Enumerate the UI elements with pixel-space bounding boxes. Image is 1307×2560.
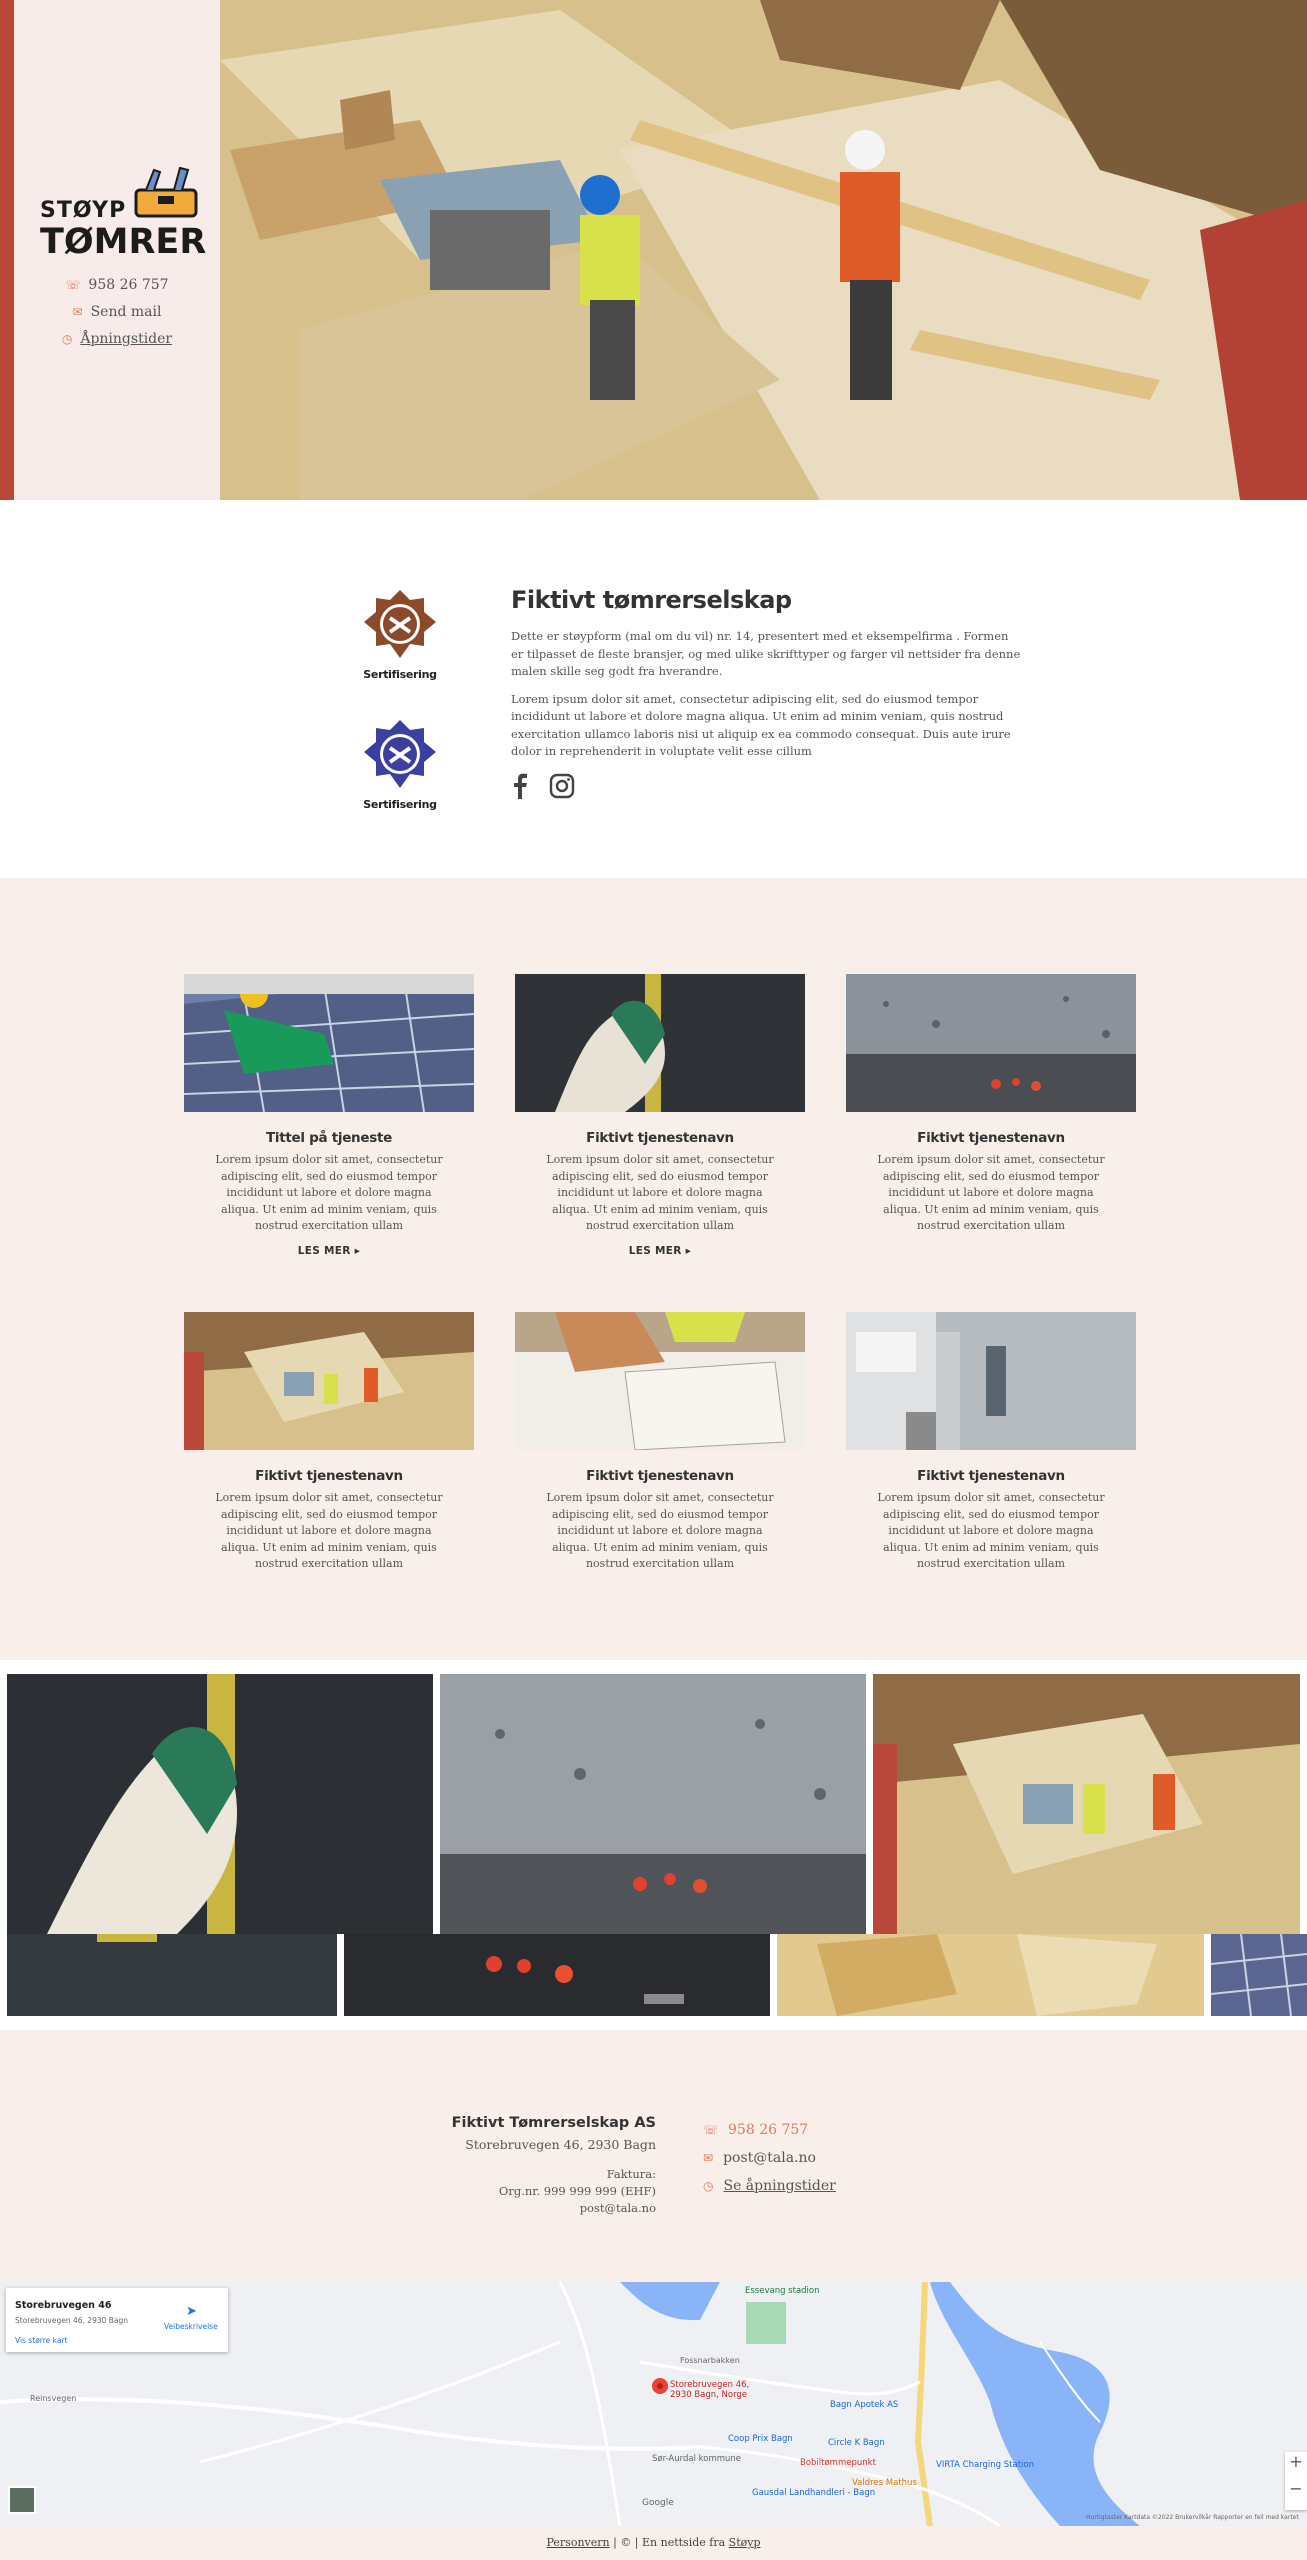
bottom-bar (0, 2526, 1307, 2560)
header-hours[interactable] (14, 326, 220, 353)
header-mail-text: Send mail (90, 304, 162, 320)
map-place-name: Storebruvegen 46 (15, 2300, 112, 2311)
map-road-fossnarbakken: Fossnarbakken (680, 2356, 740, 2365)
service-image-painter (846, 1312, 1136, 1450)
directions-icon[interactable]: ➤ (186, 2304, 197, 2319)
service-desc: Lorem ipsum dolor sit amet, consectetur adipiscing elit, sed do eiusmod tempor incididunt ut labore et dolore magna aliqua. Ut enim ad minim veniam, quis nostrud exercitation ullam (215, 1153, 443, 1232)
badge-label: Sertifisering (363, 668, 437, 681)
footer-hours-link[interactable]: Se åpningstider (723, 2178, 836, 2194)
brand-name-big: TØMRER (40, 222, 207, 262)
mail-icon: ✉ (72, 305, 83, 319)
gallery-image-traffic[interactable] (344, 1934, 770, 2016)
service-image-construction (184, 1312, 474, 1450)
certification-badge-icon (362, 718, 438, 792)
map-poi-bobil[interactable]: Bobiltømmepunkt (800, 2458, 876, 2468)
brand-name-small: STØYP (40, 198, 127, 223)
social-links (511, 773, 1021, 799)
photo-gallery (0, 1660, 1307, 2030)
map-poi-stadion[interactable]: Essevang stadion (745, 2286, 820, 2296)
service-title: Fiktivt tjenestenavn (586, 1130, 734, 1146)
read-more-link[interactable] (515, 1245, 805, 1257)
map-zoom-controls (1285, 2452, 1307, 2510)
about-section (0, 500, 1307, 878)
gallery-image-rain[interactable] (440, 1674, 866, 1934)
privacy-link[interactable]: Personvern (546, 2536, 610, 2549)
gallery-image-construction[interactable] (873, 1674, 1300, 1934)
header-phone[interactable] (14, 272, 220, 299)
service-title: Tittel på tjeneste (266, 1130, 392, 1146)
company-address: Storebruvegen 46, 2930 Bagn (465, 2137, 656, 2152)
org-number: Org.nr. 999 999 999 (EHF) (498, 2184, 656, 2198)
invoice-email: post@tala.no (579, 2201, 656, 2215)
footer-email-text: post@tala.no (723, 2150, 816, 2166)
certification-badge-1 (362, 588, 438, 688)
read-more-link[interactable] (184, 1245, 474, 1257)
footer-phone[interactable] (703, 2116, 836, 2144)
header-mail[interactable] (14, 299, 220, 326)
map-poi-coop[interactable]: Coop Prix Bagn (728, 2434, 793, 2444)
view-larger-map-link[interactable]: Vis større kart (15, 2336, 68, 2345)
caret-right-icon: ▸ (354, 1244, 361, 1257)
badge-label: Sertifisering (363, 798, 437, 811)
certification-badge-icon (362, 588, 438, 662)
map-road-reinsvegen: Reinsvegen (30, 2394, 77, 2403)
service-image-clipboard (515, 1312, 805, 1450)
footer-contact (703, 2116, 836, 2200)
service-desc: Lorem ipsum dolor sit amet, consectetur adipiscing elit, sed do eiusmod tempor incididunt ut labore et dolore magna aliqua. Ut enim ad minim veniam, quis nostrud exercitation ullam (546, 1491, 774, 1570)
gallery-image-wood[interactable] (777, 1934, 1204, 2016)
read-more-label: LES MER (297, 1244, 351, 1257)
invoice-label: Faktura: (606, 2167, 656, 2181)
clock-icon: ◷ (703, 2179, 714, 2193)
service-image-rain (846, 974, 1136, 1112)
map-layer-thumbnail[interactable] (8, 2486, 36, 2514)
zoom-out-button[interactable]: − (1289, 2479, 1303, 2498)
mail-icon: ✉ (703, 2151, 714, 2165)
zoom-in-button[interactable]: + (1289, 2452, 1303, 2471)
embedded-map[interactable] (0, 2282, 1307, 2526)
instagram-icon[interactable] (549, 773, 575, 799)
map-poi-kommune[interactable]: Sør-Aurdal kommune (652, 2454, 742, 2464)
brand-logo[interactable] (40, 160, 210, 260)
footer-phone-text: 958 26 757 (728, 2122, 809, 2138)
gallery-image-solar[interactable] (1211, 1934, 1307, 2016)
service-card[interactable] (515, 1312, 805, 1573)
service-desc: Lorem ipsum dolor sit amet, consectetur adipiscing elit, sed do eiusmod tempor incididunt ut labore et dolore magna aliqua. Ut enim ad minim veniam, quis nostrud exercitation ullam (877, 1153, 1105, 1232)
service-title: Fiktivt tjenestenavn (255, 1468, 403, 1484)
service-card[interactable] (515, 974, 805, 1257)
header-hours-link[interactable]: Åpningstider (80, 331, 173, 347)
map-pin-label (670, 2380, 749, 2400)
clock-icon: ◷ (61, 332, 73, 346)
map-poi-apotek[interactable]: Bagn Apotek AS (830, 2400, 899, 2410)
about-title: Fiktivt tømrerselskap (511, 586, 792, 614)
map-attribution[interactable]: Hurtigtaster Kartdata ©2022 Brukervilkår Rapporter en feil med kartet (1086, 2514, 1299, 2521)
certification-badge-2 (362, 718, 438, 818)
map-info-card (6, 2288, 228, 2352)
phone-icon: ☏ (703, 2123, 719, 2137)
phone-icon: ☏ (65, 278, 81, 292)
map-poi-circle-k[interactable]: Circle K Bagn (828, 2438, 885, 2448)
service-title: Fiktivt tjenestenavn (917, 1468, 1065, 1484)
company-details (452, 2114, 656, 2217)
about-paragraph-2: Lorem ipsum dolor sit amet, consectetur adipiscing elit, sed do eiusmod tempor incididunt ut labore et dolore magna aliqua. Ut enim ad minim veniam, quis nostrud exercitation ullamco laboris nisi ut aliquip ex ea commodo consequat. Duis aute irure dolor in reprehenderit in voluptate velit esse cillum (511, 691, 1011, 758)
bottom-separator: | © | En nettside fra (609, 2536, 729, 2549)
footer-info (0, 2030, 1307, 2282)
service-desc: Lorem ipsum dolor sit amet, consectetur adipiscing elit, sed do eiusmod tempor incididunt ut labore et dolore magna aliqua. Ut enim ad minim veniam, quis nostrud exercitation ullam (546, 1153, 774, 1232)
toolbox-icon (132, 166, 202, 220)
service-card[interactable] (184, 974, 474, 1257)
map-pin-label-line1: Storebruvegen 46, (670, 2380, 750, 2390)
about-paragraph-1: Dette er støypform (mal om du vil) nr. 14, presentert med et eksempelfirma . Formen er tilpasset de fleste bransjer, og med ulike skrifttyper og farger vil nettsider fra denne malen skille seg godt fra hverandre. (511, 629, 1021, 678)
google-logo: Google (642, 2498, 674, 2508)
service-card[interactable] (846, 974, 1136, 1235)
facebook-icon[interactable] (511, 773, 529, 799)
footer-email[interactable] (703, 2144, 836, 2172)
header-phone-text: 958 26 757 (88, 277, 169, 293)
map-poi-virta[interactable]: VIRTA Charging Station (936, 2460, 1034, 2470)
stoyp-link[interactable]: Støyp (728, 2536, 761, 2549)
header-contact (14, 272, 220, 353)
map-poi-valdres[interactable]: Valdres Mathus (852, 2478, 917, 2488)
map-place-address: Storebruvegen 46, 2930 Bagn (15, 2316, 129, 2325)
services-section (0, 878, 1307, 1660)
service-image-trowel (515, 974, 805, 1112)
service-title: Fiktivt tjenestenavn (917, 1130, 1065, 1146)
footer-hours[interactable] (703, 2172, 836, 2200)
side-panel (14, 0, 220, 500)
service-desc: Lorem ipsum dolor sit amet, consectetur adipiscing elit, sed do eiusmod tempor incididunt ut labore et dolore magna aliqua. Ut enim ad minim veniam, quis nostrud exercitation ullam (215, 1491, 443, 1570)
read-more-label: LES MER (628, 1244, 682, 1257)
map-pin-label-line2: 2930 Bagn, Norge (670, 2390, 748, 2400)
service-card[interactable] (846, 1312, 1136, 1573)
service-image-solar (184, 974, 474, 1112)
directions-link[interactable]: Veibeskrivelse (164, 2322, 218, 2331)
about-text (511, 586, 1021, 799)
map-poi-gausdal[interactable]: Gausdal Landhandleri - Bagn (752, 2488, 876, 2498)
gallery-image-trowel-2[interactable] (7, 1934, 337, 2016)
hero (0, 0, 1307, 500)
gallery-image-trowel[interactable] (7, 1674, 433, 1934)
service-card[interactable] (184, 1312, 474, 1573)
company-name: Fiktivt Tømrerselskap AS (451, 2115, 656, 2131)
service-title: Fiktivt tjenestenavn (586, 1468, 734, 1484)
caret-right-icon: ▸ (685, 1244, 692, 1257)
service-desc: Lorem ipsum dolor sit amet, consectetur adipiscing elit, sed do eiusmod tempor incididunt ut labore et dolore magna aliqua. Ut enim ad minim veniam, quis nostrud exercitation ullam (877, 1491, 1105, 1570)
